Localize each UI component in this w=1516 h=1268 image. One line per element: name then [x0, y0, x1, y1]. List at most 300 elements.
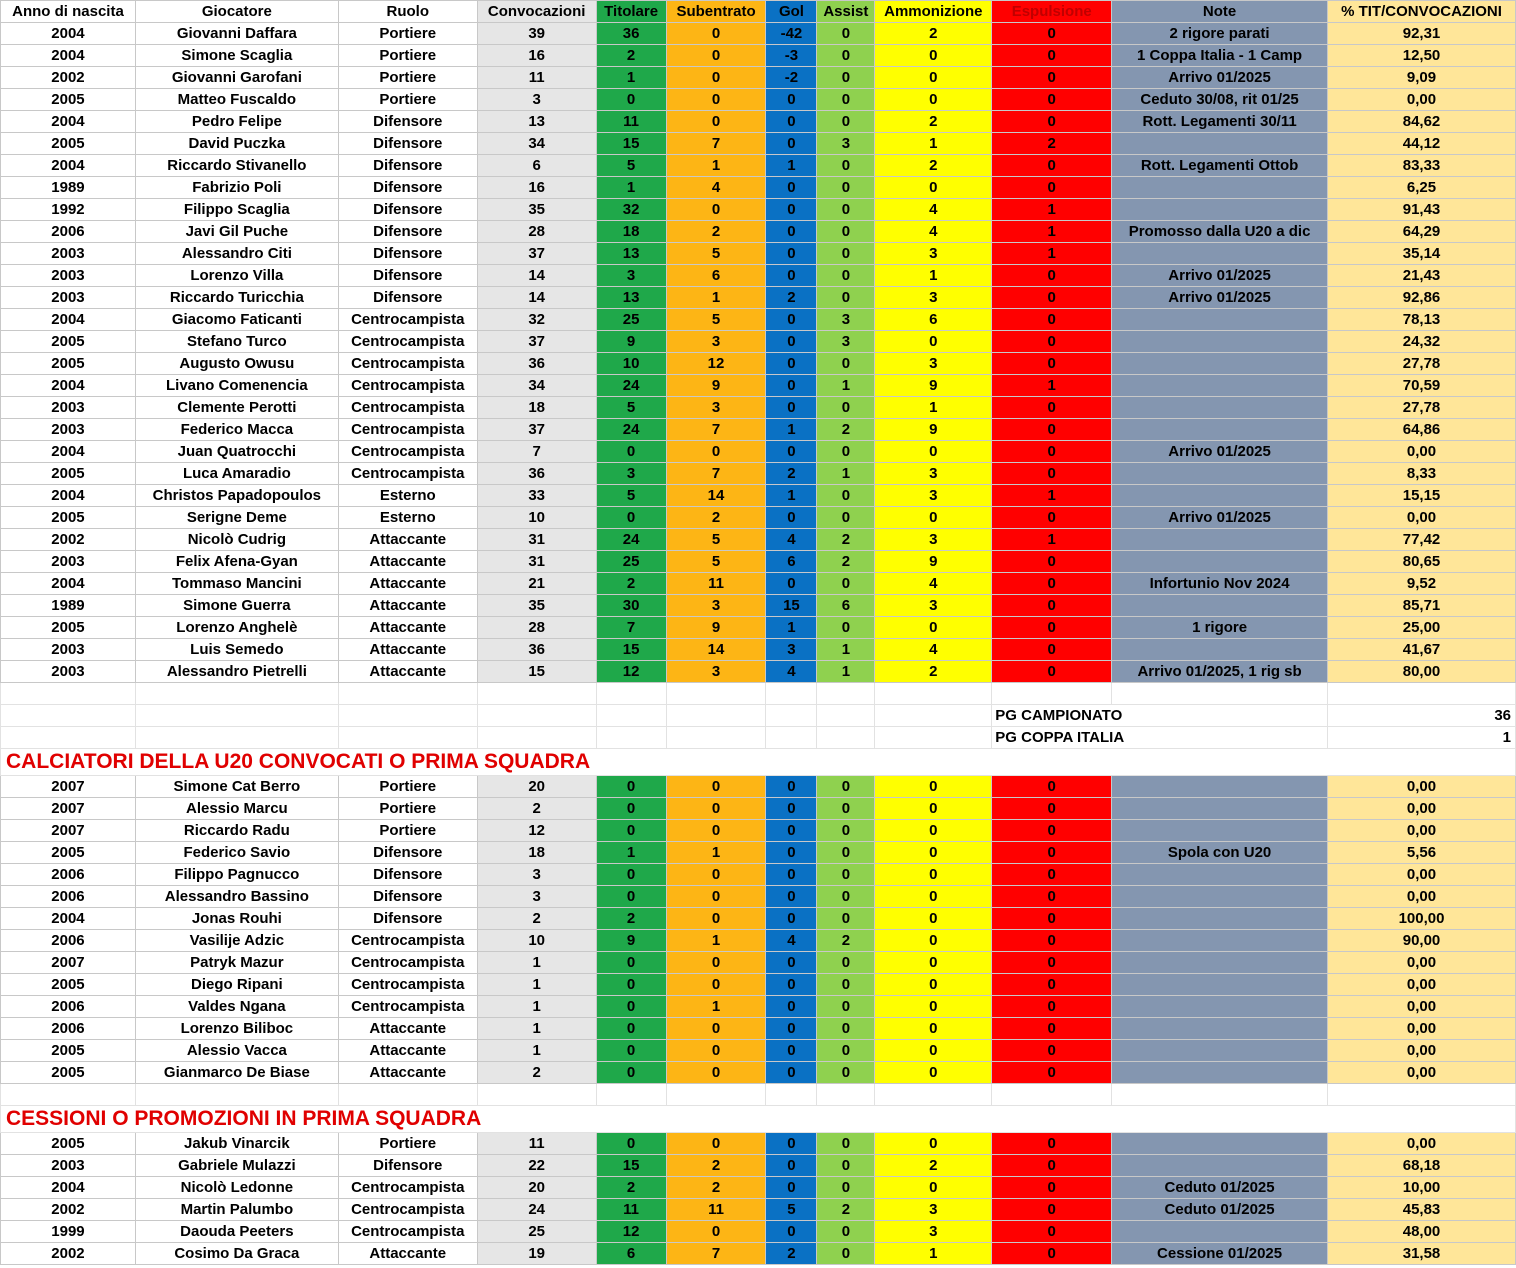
percentage-cell[interactable]: 12,50	[1328, 45, 1516, 67]
notes-cell[interactable]	[1112, 551, 1328, 573]
call-ups-cell[interactable]: 18	[477, 397, 596, 419]
birth-year-cell[interactable]: 2005	[1, 507, 136, 529]
notes-cell[interactable]	[1112, 864, 1328, 886]
column-header-call-ups[interactable]: Convocazioni	[477, 1, 596, 23]
goals-cell[interactable]: 15	[766, 595, 817, 617]
player-name-cell[interactable]: Stefano Turco	[135, 331, 338, 353]
birth-year-cell[interactable]: 2005	[1, 133, 136, 155]
role-cell[interactable]: Difensore	[338, 243, 477, 265]
yellow-cards-cell[interactable]: 2	[875, 155, 992, 177]
starter-cell[interactable]: 9	[596, 331, 666, 353]
starter-cell[interactable]: 0	[596, 1062, 666, 1084]
substitute-cell[interactable]: 2	[666, 1155, 766, 1177]
role-cell[interactable]: Difensore	[338, 864, 477, 886]
percentage-cell[interactable]: 92,31	[1328, 23, 1516, 45]
player-name-cell[interactable]: Giovanni Daffara	[135, 23, 338, 45]
call-ups-cell[interactable]: 2	[477, 908, 596, 930]
birth-year-cell[interactable]: 1992	[1, 199, 136, 221]
notes-cell[interactable]	[1112, 639, 1328, 661]
notes-cell[interactable]	[1112, 1062, 1328, 1084]
percentage-cell[interactable]: 5,56	[1328, 842, 1516, 864]
assists-cell[interactable]: 3	[817, 133, 875, 155]
call-ups-cell[interactable]: 16	[477, 45, 596, 67]
percentage-cell[interactable]: 31,58	[1328, 1243, 1516, 1265]
call-ups-cell[interactable]: 31	[477, 551, 596, 573]
role-cell[interactable]: Centrocampista	[338, 353, 477, 375]
percentage-cell[interactable]: 80,65	[1328, 551, 1516, 573]
empty-cell[interactable]	[666, 705, 766, 727]
call-ups-cell[interactable]: 34	[477, 133, 596, 155]
assists-cell[interactable]: 0	[817, 617, 875, 639]
section-title[interactable]: CESSIONI O PROMOZIONI IN PRIMA SQUADRA	[1, 1106, 1516, 1133]
assists-cell[interactable]: 2	[817, 529, 875, 551]
empty-cell[interactable]	[135, 683, 338, 705]
empty-cell[interactable]	[1, 727, 136, 749]
red-cards-cell[interactable]: 0	[992, 1018, 1112, 1040]
percentage-cell[interactable]: 64,29	[1328, 221, 1516, 243]
red-cards-cell[interactable]: 0	[992, 23, 1112, 45]
red-cards-cell[interactable]: 0	[992, 397, 1112, 419]
assists-cell[interactable]: 0	[817, 864, 875, 886]
role-cell[interactable]: Difensore	[338, 199, 477, 221]
assists-cell[interactable]: 1	[817, 661, 875, 683]
starter-cell[interactable]: 1	[596, 177, 666, 199]
substitute-cell[interactable]: 5	[666, 309, 766, 331]
goals-cell[interactable]: 2	[766, 287, 817, 309]
role-cell[interactable]: Difensore	[338, 155, 477, 177]
notes-cell[interactable]: Rott. Legamenti Ottob	[1112, 155, 1328, 177]
call-ups-cell[interactable]: 3	[477, 886, 596, 908]
assists-cell[interactable]: 3	[817, 309, 875, 331]
birth-year-cell[interactable]: 2004	[1, 441, 136, 463]
player-name-cell[interactable]: Pedro Felipe	[135, 111, 338, 133]
player-name-cell[interactable]: Giacomo Faticanti	[135, 309, 338, 331]
goals-cell[interactable]: 0	[766, 1018, 817, 1040]
role-cell[interactable]: Portiere	[338, 23, 477, 45]
goals-cell[interactable]: 0	[766, 820, 817, 842]
goals-cell[interactable]: 0	[766, 1062, 817, 1084]
goals-cell[interactable]: 0	[766, 908, 817, 930]
red-cards-cell[interactable]: 0	[992, 1133, 1112, 1155]
birth-year-cell[interactable]: 2002	[1, 529, 136, 551]
yellow-cards-cell[interactable]: 3	[875, 529, 992, 551]
yellow-cards-cell[interactable]: 9	[875, 419, 992, 441]
notes-cell[interactable]: Ceduto 30/08, rit 01/25	[1112, 89, 1328, 111]
red-cards-cell[interactable]: 0	[992, 331, 1112, 353]
notes-cell[interactable]	[1112, 485, 1328, 507]
notes-cell[interactable]: Arrivo 01/2025	[1112, 287, 1328, 309]
substitute-cell[interactable]: 5	[666, 551, 766, 573]
starter-cell[interactable]: 11	[596, 1199, 666, 1221]
substitute-cell[interactable]: 2	[666, 1177, 766, 1199]
assists-cell[interactable]: 0	[817, 67, 875, 89]
substitute-cell[interactable]: 12	[666, 353, 766, 375]
empty-cell[interactable]	[477, 683, 596, 705]
empty-cell[interactable]	[766, 1084, 817, 1106]
birth-year-cell[interactable]: 2006	[1, 886, 136, 908]
notes-cell[interactable]: 1 Coppa Italia - 1 Camp	[1112, 45, 1328, 67]
substitute-cell[interactable]: 0	[666, 864, 766, 886]
birth-year-cell[interactable]: 1989	[1, 595, 136, 617]
birth-year-cell[interactable]: 2003	[1, 551, 136, 573]
yellow-cards-cell[interactable]: 0	[875, 45, 992, 67]
percentage-cell[interactable]: 44,12	[1328, 133, 1516, 155]
percentage-cell[interactable]: 9,09	[1328, 67, 1516, 89]
empty-cell[interactable]	[477, 727, 596, 749]
assists-cell[interactable]: 1	[817, 639, 875, 661]
player-name-cell[interactable]: Alessio Marcu	[135, 798, 338, 820]
pg-label[interactable]: PG COPPA ITALIA	[992, 727, 1328, 749]
empty-cell[interactable]	[1, 705, 136, 727]
role-cell[interactable]: Centrocampista	[338, 463, 477, 485]
percentage-cell[interactable]: 0,00	[1328, 1062, 1516, 1084]
assists-cell[interactable]: 1	[817, 463, 875, 485]
empty-cell[interactable]	[135, 727, 338, 749]
empty-cell[interactable]	[992, 1084, 1112, 1106]
player-name-cell[interactable]: Matteo Fuscaldo	[135, 89, 338, 111]
role-cell[interactable]: Attaccante	[338, 661, 477, 683]
starter-cell[interactable]: 0	[596, 1040, 666, 1062]
substitute-cell[interactable]: 11	[666, 1199, 766, 1221]
substitute-cell[interactable]: 0	[666, 199, 766, 221]
red-cards-cell[interactable]: 0	[992, 617, 1112, 639]
starter-cell[interactable]: 1	[596, 842, 666, 864]
assists-cell[interactable]: 1	[817, 375, 875, 397]
goals-cell[interactable]: 0	[766, 111, 817, 133]
call-ups-cell[interactable]: 16	[477, 177, 596, 199]
notes-cell[interactable]: Arrivo 01/2025	[1112, 441, 1328, 463]
assists-cell[interactable]: 0	[817, 1177, 875, 1199]
percentage-cell[interactable]: 91,43	[1328, 199, 1516, 221]
birth-year-cell[interactable]: 2007	[1, 776, 136, 798]
starter-cell[interactable]: 0	[596, 820, 666, 842]
starter-cell[interactable]: 9	[596, 930, 666, 952]
player-name-cell[interactable]: Alessandro Bassino	[135, 886, 338, 908]
substitute-cell[interactable]: 7	[666, 419, 766, 441]
goals-cell[interactable]: 4	[766, 930, 817, 952]
assists-cell[interactable]: 0	[817, 1018, 875, 1040]
call-ups-cell[interactable]: 18	[477, 842, 596, 864]
player-name-cell[interactable]: Luis Semedo	[135, 639, 338, 661]
goals-cell[interactable]: 6	[766, 551, 817, 573]
substitute-cell[interactable]: 2	[666, 507, 766, 529]
empty-cell[interactable]	[596, 727, 666, 749]
red-cards-cell[interactable]: 1	[992, 529, 1112, 551]
percentage-cell[interactable]: 8,33	[1328, 463, 1516, 485]
notes-cell[interactable]: 1 rigore	[1112, 617, 1328, 639]
substitute-cell[interactable]: 4	[666, 177, 766, 199]
empty-cell[interactable]	[596, 1084, 666, 1106]
red-cards-cell[interactable]: 0	[992, 573, 1112, 595]
goals-cell[interactable]: 0	[766, 1133, 817, 1155]
notes-cell[interactable]: Ceduto 01/2025	[1112, 1199, 1328, 1221]
birth-year-cell[interactable]: 2005	[1, 1133, 136, 1155]
goals-cell[interactable]: 1	[766, 419, 817, 441]
substitute-cell[interactable]: 1	[666, 155, 766, 177]
empty-cell[interactable]	[875, 683, 992, 705]
substitute-cell[interactable]: 0	[666, 908, 766, 930]
player-name-cell[interactable]: Vasilije Adzic	[135, 930, 338, 952]
red-cards-cell[interactable]: 0	[992, 177, 1112, 199]
yellow-cards-cell[interactable]: 0	[875, 886, 992, 908]
starter-cell[interactable]: 15	[596, 1155, 666, 1177]
call-ups-cell[interactable]: 11	[477, 67, 596, 89]
substitute-cell[interactable]: 1	[666, 287, 766, 309]
red-cards-cell[interactable]: 0	[992, 661, 1112, 683]
starter-cell[interactable]: 3	[596, 265, 666, 287]
red-cards-cell[interactable]: 1	[992, 485, 1112, 507]
empty-cell[interactable]	[338, 1084, 477, 1106]
role-cell[interactable]: Centrocampista	[338, 1177, 477, 1199]
starter-cell[interactable]: 25	[596, 309, 666, 331]
player-name-cell[interactable]: Cosimo Da Graca	[135, 1243, 338, 1265]
red-cards-cell[interactable]: 0	[992, 507, 1112, 529]
empty-cell[interactable]	[992, 683, 1112, 705]
notes-cell[interactable]	[1112, 177, 1328, 199]
percentage-cell[interactable]: 92,86	[1328, 287, 1516, 309]
column-header-starter[interactable]: Titolare	[596, 1, 666, 23]
red-cards-cell[interactable]: 0	[992, 952, 1112, 974]
goals-cell[interactable]: 0	[766, 1155, 817, 1177]
starter-cell[interactable]: 0	[596, 996, 666, 1018]
call-ups-cell[interactable]: 12	[477, 820, 596, 842]
percentage-cell[interactable]: 85,71	[1328, 595, 1516, 617]
percentage-cell[interactable]: 84,62	[1328, 111, 1516, 133]
substitute-cell[interactable]: 9	[666, 617, 766, 639]
yellow-cards-cell[interactable]: 0	[875, 996, 992, 1018]
player-name-cell[interactable]: Martin Palumbo	[135, 1199, 338, 1221]
goals-cell[interactable]: 0	[766, 331, 817, 353]
yellow-cards-cell[interactable]: 0	[875, 507, 992, 529]
red-cards-cell[interactable]: 2	[992, 133, 1112, 155]
role-cell[interactable]: Centrocampista	[338, 397, 477, 419]
starter-cell[interactable]: 2	[596, 1177, 666, 1199]
empty-cell[interactable]	[875, 705, 992, 727]
substitute-cell[interactable]: 0	[666, 89, 766, 111]
call-ups-cell[interactable]: 31	[477, 529, 596, 551]
role-cell[interactable]: Difensore	[338, 842, 477, 864]
red-cards-cell[interactable]: 0	[992, 463, 1112, 485]
goals-cell[interactable]: 0	[766, 199, 817, 221]
percentage-cell[interactable]: 6,25	[1328, 177, 1516, 199]
notes-cell[interactable]: Arrivo 01/2025	[1112, 67, 1328, 89]
notes-cell[interactable]	[1112, 529, 1328, 551]
starter-cell[interactable]: 36	[596, 23, 666, 45]
percentage-cell[interactable]: 0,00	[1328, 441, 1516, 463]
red-cards-cell[interactable]: 0	[992, 1177, 1112, 1199]
percentage-cell[interactable]: 24,32	[1328, 331, 1516, 353]
yellow-cards-cell[interactable]: 0	[875, 776, 992, 798]
percentage-cell[interactable]: 21,43	[1328, 265, 1516, 287]
yellow-cards-cell[interactable]: 3	[875, 595, 992, 617]
red-cards-cell[interactable]: 0	[992, 353, 1112, 375]
starter-cell[interactable]: 0	[596, 1018, 666, 1040]
assists-cell[interactable]: 0	[817, 842, 875, 864]
column-header-role[interactable]: Ruolo	[338, 1, 477, 23]
red-cards-cell[interactable]: 0	[992, 111, 1112, 133]
birth-year-cell[interactable]: 2003	[1, 397, 136, 419]
role-cell[interactable]: Attaccante	[338, 1018, 477, 1040]
starter-cell[interactable]: 15	[596, 639, 666, 661]
red-cards-cell[interactable]: 1	[992, 199, 1112, 221]
assists-cell[interactable]: 0	[817, 441, 875, 463]
call-ups-cell[interactable]: 20	[477, 1177, 596, 1199]
substitute-cell[interactable]: 14	[666, 485, 766, 507]
birth-year-cell[interactable]: 2005	[1, 617, 136, 639]
assists-cell[interactable]: 0	[817, 287, 875, 309]
starter-cell[interactable]: 10	[596, 353, 666, 375]
birth-year-cell[interactable]: 2005	[1, 1040, 136, 1062]
player-name-cell[interactable]: Alessandro Citi	[135, 243, 338, 265]
percentage-cell[interactable]: 35,14	[1328, 243, 1516, 265]
assists-cell[interactable]: 2	[817, 930, 875, 952]
starter-cell[interactable]: 11	[596, 111, 666, 133]
substitute-cell[interactable]: 3	[666, 331, 766, 353]
substitute-cell[interactable]: 3	[666, 397, 766, 419]
player-name-cell[interactable]: Felix Afena-Gyan	[135, 551, 338, 573]
assists-cell[interactable]: 0	[817, 397, 875, 419]
red-cards-cell[interactable]: 0	[992, 930, 1112, 952]
birth-year-cell[interactable]: 2002	[1, 1243, 136, 1265]
player-name-cell[interactable]: Serigne Deme	[135, 507, 338, 529]
substitute-cell[interactable]: 0	[666, 798, 766, 820]
call-ups-cell[interactable]: 11	[477, 1133, 596, 1155]
substitute-cell[interactable]: 11	[666, 573, 766, 595]
call-ups-cell[interactable]: 14	[477, 287, 596, 309]
role-cell[interactable]: Attaccante	[338, 639, 477, 661]
pg-value[interactable]: 1	[1328, 727, 1516, 749]
red-cards-cell[interactable]: 0	[992, 1243, 1112, 1265]
percentage-cell[interactable]: 27,78	[1328, 397, 1516, 419]
call-ups-cell[interactable]: 32	[477, 309, 596, 331]
percentage-cell[interactable]: 0,00	[1328, 798, 1516, 820]
goals-cell[interactable]: 0	[766, 1040, 817, 1062]
birth-year-cell[interactable]: 2004	[1, 45, 136, 67]
empty-cell[interactable]	[596, 705, 666, 727]
yellow-cards-cell[interactable]: 3	[875, 287, 992, 309]
player-name-cell[interactable]: Riccardo Stivanello	[135, 155, 338, 177]
assists-cell[interactable]: 0	[817, 507, 875, 529]
player-name-cell[interactable]: Gianmarco De Biase	[135, 1062, 338, 1084]
yellow-cards-cell[interactable]: 0	[875, 67, 992, 89]
call-ups-cell[interactable]: 15	[477, 661, 596, 683]
birth-year-cell[interactable]: 2005	[1, 842, 136, 864]
role-cell[interactable]: Difensore	[338, 111, 477, 133]
empty-cell[interactable]	[338, 683, 477, 705]
role-cell[interactable]: Centrocampista	[338, 331, 477, 353]
red-cards-cell[interactable]: 0	[992, 864, 1112, 886]
goals-cell[interactable]: 4	[766, 529, 817, 551]
assists-cell[interactable]: 0	[817, 952, 875, 974]
role-cell[interactable]: Difensore	[338, 265, 477, 287]
birth-year-cell[interactable]: 2002	[1, 1199, 136, 1221]
goals-cell[interactable]: 0	[766, 864, 817, 886]
player-name-cell[interactable]: Javi Gil Puche	[135, 221, 338, 243]
starter-cell[interactable]: 25	[596, 551, 666, 573]
call-ups-cell[interactable]: 35	[477, 595, 596, 617]
assists-cell[interactable]: 0	[817, 199, 875, 221]
yellow-cards-cell[interactable]: 0	[875, 1177, 992, 1199]
starter-cell[interactable]: 5	[596, 485, 666, 507]
starter-cell[interactable]: 24	[596, 529, 666, 551]
substitute-cell[interactable]: 5	[666, 243, 766, 265]
assists-cell[interactable]: 0	[817, 908, 875, 930]
birth-year-cell[interactable]: 2007	[1, 798, 136, 820]
substitute-cell[interactable]: 7	[666, 463, 766, 485]
player-name-cell[interactable]: Valdes Ngana	[135, 996, 338, 1018]
goals-cell[interactable]: 1	[766, 155, 817, 177]
column-header-player-name[interactable]: Giocatore	[135, 1, 338, 23]
goals-cell[interactable]: 0	[766, 952, 817, 974]
goals-cell[interactable]: 0	[766, 397, 817, 419]
role-cell[interactable]: Attaccante	[338, 529, 477, 551]
starter-cell[interactable]: 2	[596, 908, 666, 930]
empty-cell[interactable]	[666, 683, 766, 705]
notes-cell[interactable]: Promosso dalla U20 a dic	[1112, 221, 1328, 243]
red-cards-cell[interactable]: 0	[992, 309, 1112, 331]
birth-year-cell[interactable]: 2005	[1, 331, 136, 353]
empty-cell[interactable]	[135, 1084, 338, 1106]
empty-cell[interactable]	[1112, 683, 1328, 705]
goals-cell[interactable]: 0	[766, 243, 817, 265]
starter-cell[interactable]: 2	[596, 573, 666, 595]
yellow-cards-cell[interactable]: 3	[875, 485, 992, 507]
empty-cell[interactable]	[666, 727, 766, 749]
percentage-cell[interactable]: 45,83	[1328, 1199, 1516, 1221]
assists-cell[interactable]: 0	[817, 177, 875, 199]
birth-year-cell[interactable]: 2003	[1, 287, 136, 309]
birth-year-cell[interactable]: 2005	[1, 89, 136, 111]
substitute-cell[interactable]: 0	[666, 45, 766, 67]
red-cards-cell[interactable]: 0	[992, 1040, 1112, 1062]
substitute-cell[interactable]: 0	[666, 1018, 766, 1040]
yellow-cards-cell[interactable]: 2	[875, 23, 992, 45]
starter-cell[interactable]: 0	[596, 864, 666, 886]
yellow-cards-cell[interactable]: 9	[875, 551, 992, 573]
yellow-cards-cell[interactable]: 0	[875, 89, 992, 111]
empty-cell[interactable]	[477, 705, 596, 727]
notes-cell[interactable]	[1112, 331, 1328, 353]
call-ups-cell[interactable]: 3	[477, 864, 596, 886]
goals-cell[interactable]: 0	[766, 353, 817, 375]
player-name-cell[interactable]: David Puczka	[135, 133, 338, 155]
yellow-cards-cell[interactable]: 0	[875, 798, 992, 820]
yellow-cards-cell[interactable]: 2	[875, 111, 992, 133]
empty-cell[interactable]	[338, 727, 477, 749]
column-header-birth-year[interactable]: Anno di nascita	[1, 1, 136, 23]
role-cell[interactable]: Esterno	[338, 485, 477, 507]
notes-cell[interactable]: Cessione 01/2025	[1112, 1243, 1328, 1265]
goals-cell[interactable]: 0	[766, 974, 817, 996]
substitute-cell[interactable]: 0	[666, 974, 766, 996]
notes-cell[interactable]	[1112, 908, 1328, 930]
notes-cell[interactable]	[1112, 974, 1328, 996]
birth-year-cell[interactable]: 2004	[1, 908, 136, 930]
assists-cell[interactable]: 0	[817, 1243, 875, 1265]
red-cards-cell[interactable]: 0	[992, 441, 1112, 463]
yellow-cards-cell[interactable]: 0	[875, 820, 992, 842]
red-cards-cell[interactable]: 0	[992, 1062, 1112, 1084]
role-cell[interactable]: Centrocampista	[338, 996, 477, 1018]
player-name-cell[interactable]: Fabrizio Poli	[135, 177, 338, 199]
role-cell[interactable]: Difensore	[338, 908, 477, 930]
yellow-cards-cell[interactable]: 0	[875, 952, 992, 974]
goals-cell[interactable]: 0	[766, 441, 817, 463]
red-cards-cell[interactable]: 0	[992, 842, 1112, 864]
player-name-cell[interactable]: Simone Scaglia	[135, 45, 338, 67]
notes-cell[interactable]: Spola con U20	[1112, 842, 1328, 864]
notes-cell[interactable]	[1112, 1040, 1328, 1062]
